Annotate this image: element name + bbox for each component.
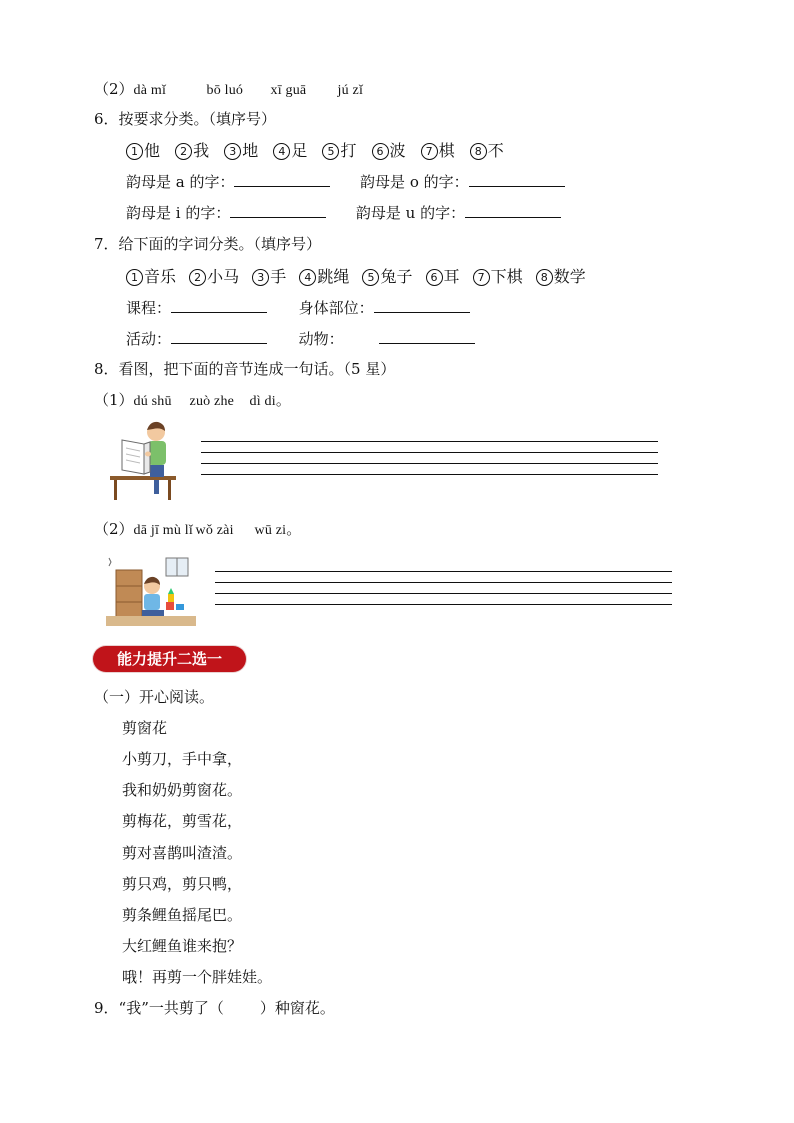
answer-blank[interactable] [465, 201, 561, 218]
poem-line: 剪对喜鹊叫渣渣。 [122, 844, 243, 862]
answer-blank[interactable] [234, 170, 330, 187]
poem-line: 剪条鲤鱼摇尾巴。 [122, 906, 243, 924]
q8-title: 8．看图，把下面的音节连成一句话。（5 星） [94, 360, 396, 378]
q9-question: 9．“我”一共剪了（ ）种窗花。 [94, 999, 335, 1017]
boy-building-blocks-illustration [106, 556, 196, 626]
answer-blank[interactable] [171, 327, 267, 344]
q6-title: 6．按要求分类。（填序号） [94, 110, 277, 128]
poem-line: 我和奶奶剪窗花。 [122, 781, 243, 799]
q6-row-1: 韵母是 a 的字： 韵母是 o 的字： [126, 170, 565, 192]
q7-title: 7．给下面的字词分类。（填序号） [94, 235, 322, 253]
q7-items: 1 音乐 2 小马 3 手 4 跳绳 5 兔子 6 耳 7 下棋 8 数学 [126, 264, 586, 287]
q8-part1-row: （1）dú shū zuò zhe dì di。 [94, 391, 291, 409]
pinyin-2: bō luó [206, 83, 244, 98]
poem-line: 哦！再剪一个胖娃娃。 [122, 968, 273, 986]
poem-line: 小剪刀，手中拿， [122, 750, 243, 768]
boy-reading-illustration [108, 418, 180, 502]
q5-part2-row [94, 78, 363, 99]
section-banner: 能力提升二选一 [93, 646, 246, 672]
pinyin-1: dà mǐ [133, 83, 167, 98]
poem-title: 剪窗花 [122, 719, 168, 737]
reading-title: （一）开心阅读。 [94, 688, 215, 706]
q8-part2-row: （2）dā jī mù lǐ wǒ zài wū zi。 [94, 520, 302, 538]
answer-blank[interactable] [171, 296, 267, 313]
q7-row-1: 课程： 身体部位： [126, 296, 470, 318]
poem-line: 大红鲤鱼谁来抱？ [122, 937, 243, 955]
answer-blank[interactable] [469, 170, 565, 187]
writing-lines-2[interactable] [215, 571, 672, 611]
q6-row-2: 韵母是 i 的字： 韵母是 u 的字： [126, 201, 561, 223]
pinyin-3: xī guā [270, 83, 307, 98]
answer-blank[interactable] [230, 201, 326, 218]
poem-line: 剪只鸡，剪只鸭， [122, 875, 243, 893]
q7-row-2: 活动： 动物： [126, 327, 475, 349]
answer-blank[interactable] [379, 327, 475, 344]
pinyin-4: jú zǐ [337, 83, 364, 98]
q6-items: 1 他 2 我 3 地 4 足 5 打 6 波 7 棋 8 不 [126, 138, 514, 161]
writing-lines-1[interactable] [201, 441, 658, 481]
answer-blank[interactable] [374, 296, 470, 313]
poem-line: 剪梅花，剪雪花， [122, 812, 243, 830]
q5-part2-label: （2） [94, 80, 134, 98]
